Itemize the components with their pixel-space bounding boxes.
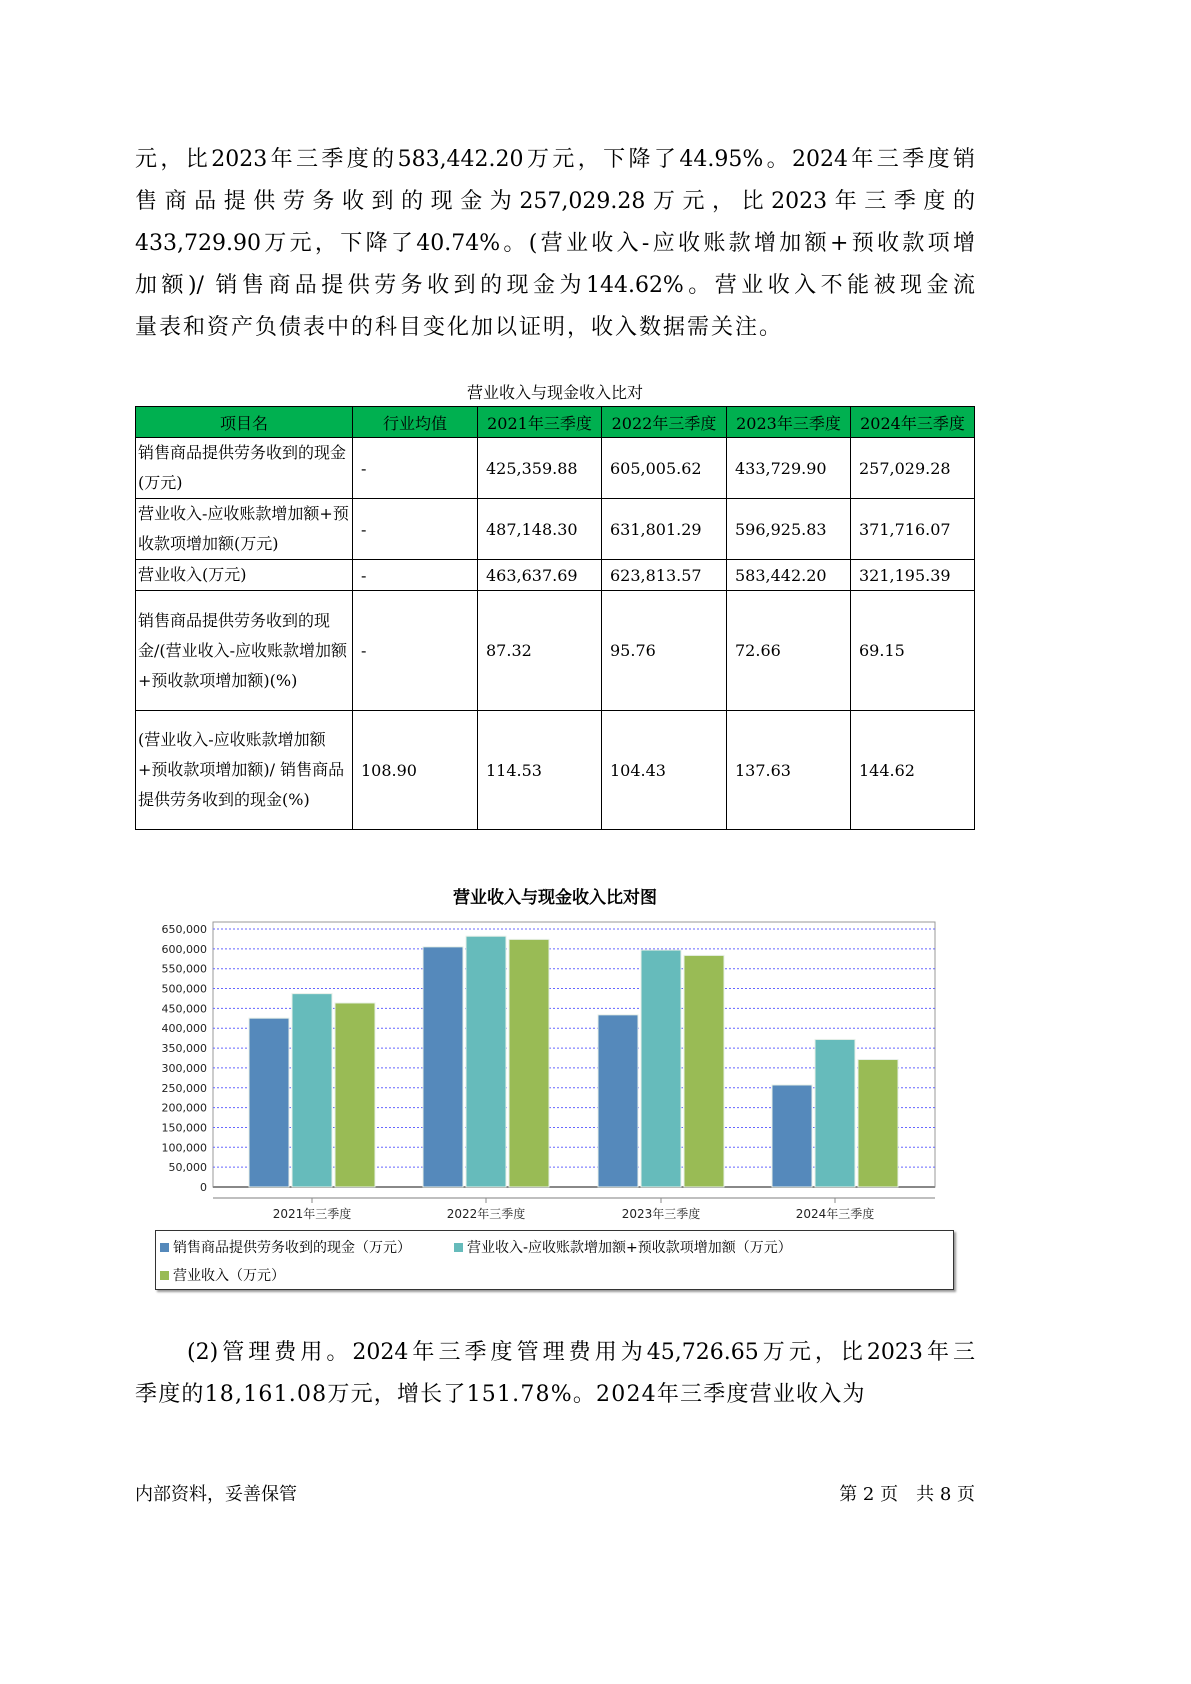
table-cell: 425,359.88 — [478, 438, 602, 499]
table-cell: 371,716.07 — [851, 499, 975, 560]
table-cell: - — [353, 591, 478, 711]
legend-swatch — [160, 1243, 169, 1252]
table-cell: 631,801.29 — [602, 499, 727, 560]
y-tick-label: 500,000 — [161, 982, 207, 996]
table-cell: 321,195.39 — [851, 560, 975, 591]
legend-label: 营业收入（万元） — [173, 1268, 285, 1284]
row-label: 销售商品提供劳务收到的现金/(营业收入-应收账款增加额+预收款项增加额)(%) — [136, 591, 353, 711]
bar — [684, 955, 724, 1187]
legend-label: 销售商品提供劳务收到的现金（万元） — [173, 1240, 411, 1256]
text-line: 元，比2023年三季度的583,442.20万元，下降了44.95%。2024年三季度销 — [135, 147, 975, 172]
table-cell: 95.76 — [602, 591, 727, 711]
y-tick-label: 100,000 — [161, 1141, 207, 1155]
header-cell: 2024年三季度 — [851, 407, 975, 438]
table-cell: 69.15 — [851, 591, 975, 711]
table-cell: 72.66 — [727, 591, 851, 711]
text-line: 433,729.90万元，下降了40.74%。(营业收入-应收账款增加额+预收款项增 — [135, 231, 975, 256]
table-cell: 596,925.83 — [727, 499, 851, 560]
table-cell: 137.63 — [727, 711, 851, 830]
legend-item — [160, 1237, 411, 1257]
text-line: 量表和资产负债表中的科目变化加以证明，收入数据需关注。 — [135, 315, 784, 340]
footer-left: 内部资料，妥善保管 — [135, 1484, 297, 1505]
y-tick-label: 450,000 — [161, 1002, 207, 1016]
y-tick-label: 250,000 — [161, 1081, 207, 1095]
text-line — [135, 1338, 975, 1368]
y-tick-label: 400,000 — [161, 1022, 207, 1036]
x-tick-label: 2021年三季度 — [272, 1207, 352, 1221]
table-cell: 605,005.62 — [602, 438, 727, 499]
y-tick-label: 350,000 — [161, 1042, 207, 1056]
legend-swatch — [454, 1243, 463, 1252]
table-cell: 114.53 — [478, 711, 602, 830]
table-cell: 144.62 — [851, 711, 975, 830]
bar — [509, 939, 549, 1187]
table-cell: 108.90 — [353, 711, 478, 830]
bar — [641, 950, 681, 1187]
bar — [598, 1015, 638, 1187]
table-cell: 257,029.28 — [851, 438, 975, 499]
table-caption: 营业收入与现金收入比对 — [466, 383, 643, 402]
x-tick-label: 2022年三季度 — [446, 1207, 526, 1221]
legend-item — [160, 1265, 285, 1285]
chart-title: 营业收入与现金收入比对图 — [453, 888, 657, 908]
header-cell: 行业均值 — [353, 407, 478, 438]
table-cell: 433,729.90 — [727, 438, 851, 499]
y-tick-label: 650,000 — [161, 923, 207, 936]
y-tick-label: 600,000 — [161, 942, 207, 956]
row-label: 销售商品提供劳务收到的现金(万元) — [136, 438, 353, 499]
x-tick-label: 2024年三季度 — [795, 1207, 875, 1221]
table-cell: 463,637.69 — [478, 560, 602, 591]
bar — [466, 936, 506, 1187]
text-line: 季度的18,161.08万元，增长了151.78%。2024年三季度营业收入为 — [135, 1382, 866, 1407]
y-tick-label: 300,000 — [161, 1061, 207, 1075]
legend-swatch — [160, 1271, 169, 1280]
table-cell: 104.43 — [602, 711, 727, 830]
bar — [249, 1018, 289, 1187]
text-line: 加额)/ 销售商品提供劳务收到的现金为144.62%。营业收入不能被现金流 — [135, 273, 975, 298]
table-cell: - — [353, 438, 478, 499]
bar — [292, 994, 332, 1187]
table-cell: 87.32 — [478, 591, 602, 711]
bar — [858, 1060, 898, 1187]
header-cell: 2023年三季度 — [727, 407, 851, 438]
bar — [772, 1085, 812, 1187]
table-cell: 487,148.30 — [478, 499, 602, 560]
bar — [815, 1039, 855, 1187]
table-cell: - — [353, 499, 478, 560]
y-tick-label: 50,000 — [168, 1161, 207, 1175]
text-line: 售商品提供劳务收到的现金为257,029.28万元，比2023年三季度的 — [135, 189, 975, 214]
row-label: (营业收入-应收账款增加额+预收款项增加额)/ 销售商品提供劳务收到的现金(%) — [136, 711, 353, 830]
y-tick-label: 200,000 — [161, 1101, 207, 1115]
table-cell: 583,442.20 — [727, 560, 851, 591]
bar — [423, 947, 463, 1187]
text-span: (2)管理费用。2024年三季度管理费用为45,726.65万元，比2023年三 — [187, 1340, 975, 1365]
y-tick-label: 150,000 — [161, 1121, 207, 1135]
bar — [335, 1003, 375, 1187]
x-tick-label: 2023年三季度 — [621, 1207, 701, 1221]
chart-legend — [155, 1230, 954, 1290]
row-label: 营业收入-应收账款增加额+预收款项增加额(万元) — [136, 499, 353, 560]
footer-page-number: 第 2 页 共 8 页 — [839, 1484, 975, 1505]
y-tick-label: 0 — [200, 1181, 207, 1194]
header-cell: 2021年三季度 — [478, 407, 602, 438]
y-tick-label: 550,000 — [161, 962, 207, 976]
row-label: 营业收入(万元) — [136, 560, 353, 591]
legend-item — [454, 1237, 792, 1257]
table-cell: 623,813.57 — [602, 560, 727, 591]
table-cell: - — [353, 560, 478, 591]
legend-label: 营业收入-应收账款增加额+预收款项增加额（万元） — [467, 1240, 792, 1256]
header-cell: 项目名 — [136, 407, 353, 438]
header-cell: 2022年三季度 — [602, 407, 727, 438]
